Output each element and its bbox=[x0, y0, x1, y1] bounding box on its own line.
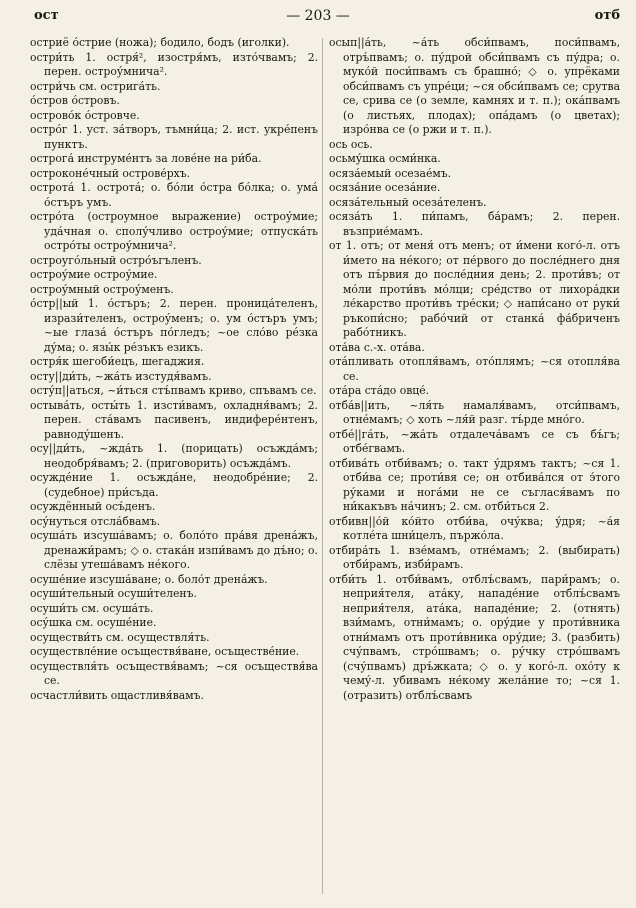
dictionary-entry: остроу́мный остроу́менъ. bbox=[30, 282, 174, 296]
dictionary-entry: отбивн||о́й ко́йто отби́ва, очу́ква; у́дря; ~а́я котле́та шни́целъ, пържо́ла. bbox=[329, 514, 620, 542]
dictionary-entry: осту||ди́ть, ~жа́ть изстудя́вамъ. bbox=[30, 369, 212, 383]
dictionary-entry: остриё о́стрие (ножа); бодило, бодъ (иголки). bbox=[30, 36, 290, 49]
dictionary-entry: остроу́мие остроу́мие. bbox=[30, 268, 158, 281]
dictionary-entry: осяза́емый осезае́мъ. bbox=[329, 166, 452, 180]
dictionary-entry: осчастли́вить ощастливя́вамъ. bbox=[30, 688, 204, 702]
dictionary-entry: осып||а́ть, ~а́ть обси́пвамъ, поси́пвамъ, отръ́пвамъ; о. пу́дрой обси́пвамъ съ пу́дра; о. муко́й поси́пвамъ съ брашно́; ◇ о. упрёками обси́пвамъ съ упре́ци; ~ся обси́пвамъ се; срутва се, срива се (о земле, камнях и т. п.); ока́пвамъ (о листьях, плодах); опа́дамъ (о цветах); изро́нва се (о ржи и т. п.). bbox=[329, 36, 620, 136]
dictionary-entry: осуша́ть изсуша́вамъ; о. боло́то пра́вя дрена́жъ, дренажи́рамъ; ◇ о. стака́н изпи́вамъ до дъ́но; о. слёзы утеша́вамъ не́кого. bbox=[30, 529, 318, 571]
dictionary-entry: остро́г 1. уст. за́творъ, тъмни́ца; 2. ист. укре́пенъ пунктъ. bbox=[30, 123, 318, 151]
dictionary-entry: ота́ра ста́до овце́. bbox=[329, 384, 430, 397]
dictionary-entry: осуществля́ть осъществя́вамъ; ~ся осъществя́ва се. bbox=[30, 659, 318, 687]
dictionary-entry: острога́ инструме́нтъ за лове́не на ри́ба. bbox=[30, 152, 262, 165]
dictionary-entry: осуши́ть см. осуша́ть. bbox=[30, 601, 154, 615]
dictionary-entry: острота́ 1. острота́; о. бо́ли о́стра бо́лка; о. ума́ о́стъръ умъ. bbox=[30, 181, 318, 209]
dictionary-entry: осу||ди́ть, ~жда́ть 1. (порицать) осъжда́мъ; неодобря́вамъ; 2. (приговорить) осъжда́мъ. bbox=[30, 442, 318, 470]
dictionary-entry: осяза́ть 1. пи́памъ, ба́рамъ; 2. перен. възприе́мамъ. bbox=[329, 210, 620, 238]
dictionary-entry: остроконе́чный острове́рхъ. bbox=[30, 166, 191, 180]
dictionary-entry: остыва́ть, осты́ть 1. изсти́вамъ, охладня́вамъ; 2. перен. ста́вамъ пасивенъ, индифере́нтенъ, равноду́шенъ. bbox=[30, 398, 318, 441]
dictionary-entry: ось ось. bbox=[329, 137, 373, 151]
dictionary-entry: осту́п||аться, ~и́ться стъ́пвамъ криво, спъвамъ се. bbox=[30, 384, 317, 397]
dictionary-entry: осуше́ние изсуша́ване; о. боло́т дрена́жъ. bbox=[30, 572, 268, 586]
dictionary-entry: остря́к шегоби́ецъ, шегаджия. bbox=[30, 355, 205, 368]
header-left-guideword: ост bbox=[34, 8, 59, 23]
dictionary-entry: остри́чь см. острига́ть. bbox=[30, 79, 161, 93]
dictionary-entry: отбира́ть 1. взе́мамъ, отне́мамъ; 2. (выбирать) отби́рамъ, изби́рамъ. bbox=[329, 543, 620, 571]
page-number: — 203 — bbox=[286, 8, 350, 24]
dictionary-entry: осу́нуться отсла́бвамъ. bbox=[30, 514, 161, 528]
dictionary-entry: отбе́||га́ть, ~жа́ть отдалеча́вамъ се съ бъ́гъ; отбе́гвамъ. bbox=[329, 427, 620, 455]
dictionary-entry: осуществле́ние осъществя́ване, осъществе́ние. bbox=[30, 645, 300, 658]
dictionary-entry: от 1. отъ; от меня́ отъ менъ; от и́мени кого́-л. отъ и́мето на не́кого; от пе́рвого до после́днего дня отъ пъ́рвия до после́дния день; 2. проти́въ; от мо́ли проти́въ мо́лци; сре́дство от лихора́дки ле́карство проти́въ тре́ски; ◇ напи́сано от руки́ ръкопи́сно; рабо́чий от станка́ фа́бриченъ рабо́тникъ. bbox=[329, 239, 620, 339]
dictionary-entry: осьму́шка осми́нка. bbox=[329, 152, 441, 165]
dictionary-entry: острово́к о́стровче. bbox=[30, 108, 140, 122]
dictionary-entry: осяза́ние осеза́ние. bbox=[329, 181, 441, 194]
dictionary-entry: о́стр||ый 1. о́стъръ; 2. перен. проница́теленъ, изрази́теленъ, остроу́менъ; о. ум о́стъръ умъ; ~ые глаза́ о́стъръ по́гледъ; ~ое сло́во ре́зка ду́ма; о. язы́к ре́зъкъ езикъ. bbox=[30, 297, 318, 354]
header-right-guideword: отб bbox=[594, 8, 620, 23]
dictionary-entry: ота́ва с.-х. ота́ва. bbox=[329, 340, 425, 354]
dictionary-entry: ота́пливать отопля́вамъ, ото́плямъ; ~ся отопля́ва се. bbox=[329, 355, 620, 383]
dictionary-entry: отби́ть 1. отби́вамъ, отблъ́свамъ, пари́рамъ; о. неприя́теля, ата́ку, нападе́ние отблъ́свамъ неприя́теля, ата́ка, нападе́ние; 2. (отнять) взи́мамъ, отни́мамъ; о. ору́дие у проти́вника отни́мамъ отъ проти́вника ору́дие; 3. (разбить) счу́пвамъ, стро́швамъ; о. ру́чку стро́швамъ (счу́пвамъ) дръ́жката; ◇ о. у кого́-л. охо́ту к чему́-л. убивамъ не́кому жела́ние то; ~ся 1. (отразить) отблъ́свамъ bbox=[329, 572, 620, 702]
column-divider bbox=[322, 38, 323, 894]
dictionary-entry: отба́в||ить, ~ля́ть намаля́вамъ, отси́пвамъ, отне́мамъ; ◇ хоть ~ля́й разг. тъ́рде мно́го. bbox=[329, 398, 620, 426]
dictionary-entry: осуждённый осъ́денъ. bbox=[30, 500, 156, 513]
left-column bbox=[30, 36, 318, 703]
dictionary-entry: осяза́тельный осеза́теленъ. bbox=[329, 195, 487, 209]
dictionary-entry: осуши́тельный осуши́теленъ. bbox=[30, 587, 197, 600]
dictionary-entry: осу́шка см. осуше́ние. bbox=[30, 616, 157, 629]
dictionary-entry: остри́ть 1. остря́², изостря́мъ, изто́чвамъ; 2. перен. остроу́мнича². bbox=[30, 50, 318, 78]
dictionary-entry: осужде́ние 1. осъжда́не, неодобре́ние; 2. (судебное) при́съда. bbox=[30, 471, 318, 499]
right-column bbox=[329, 36, 620, 703]
dictionary-entry: осуществи́ть см. осуществля́ть. bbox=[30, 630, 210, 644]
dictionary-entry: остроуго́льный остро́ъгъленъ. bbox=[30, 253, 202, 267]
dictionary-entry: о́стров о́стровъ. bbox=[30, 94, 120, 107]
dictionary-entry: остро́та (остроумное выражение) остроу́мие; уда́чная о. сполу́чливо остроу́мие; отпуска́ть остро́ты остроу́мнича². bbox=[30, 210, 318, 252]
dictionary-entry: отбива́ть отби́вамъ; о. такт у́дрямъ тактъ; ~ся 1. отби́ва се; проти́вя се; он отбива́лся от э́того ру́ками и нога́ми не се съглася́вамъ по ни́какъвъ на́чинъ; 2. см. отби́ться 2. bbox=[329, 456, 620, 513]
